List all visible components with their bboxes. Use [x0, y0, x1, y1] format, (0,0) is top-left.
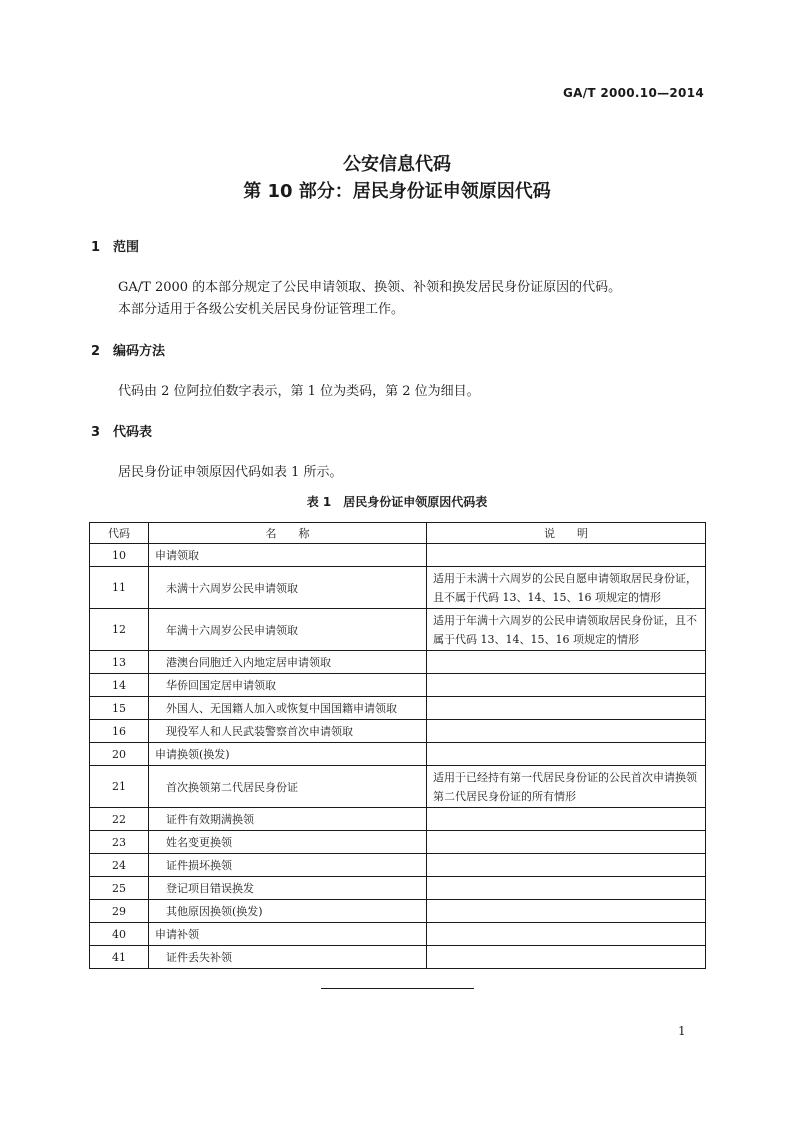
name-cell: 港澳台同胞迁入内地定居申请领取 — [149, 651, 427, 674]
name-cell: 其他原因换领(换发) — [149, 900, 427, 923]
section-heading-scope — [91, 236, 139, 255]
table-caption: 表 1 居民身份证申领原因代码表 — [306, 495, 488, 509]
description-cell: 适用于未满十六周岁的公民自愿申请领取居民身份证，且不属于代码 13、14、15、16 项规定的情形 — [427, 567, 706, 609]
description-cell — [427, 831, 706, 854]
name-cell: 证件有效期满换领 — [149, 808, 427, 831]
name-cell: 现役军人和人民武装警察首次申请领取 — [149, 720, 427, 743]
code-cell: 16 — [90, 720, 149, 743]
name-cell: 证件损坏换领 — [149, 854, 427, 877]
description-cell — [427, 946, 706, 969]
code-cell: 10 — [90, 544, 149, 567]
table-row — [90, 900, 706, 923]
reason-code-table — [89, 522, 706, 969]
code-cell: 29 — [90, 900, 149, 923]
table-header-row — [90, 523, 706, 544]
code-cell: 14 — [90, 674, 149, 697]
code-cell: 21 — [90, 766, 149, 808]
table-row — [90, 651, 706, 674]
name-cell: 申请换领(换发) — [149, 743, 427, 766]
description-cell — [427, 808, 706, 831]
table-row — [90, 877, 706, 900]
table-row — [90, 674, 706, 697]
code-cell: 41 — [90, 946, 149, 969]
description-cell — [427, 923, 706, 946]
document-title-part: 第 10 部分：居民身份证申领原因代码 — [243, 181, 551, 202]
column-header-description: 说 明 — [427, 523, 706, 544]
description-cell: 适用于年满十六周岁的公民申请领取居民身份证，且不属于代码 13、14、15、16 项规定的情形 — [427, 609, 706, 651]
table-row — [90, 854, 706, 877]
code-cell: 12 — [90, 609, 149, 651]
code-cell: 25 — [90, 877, 149, 900]
section-heading-encoding — [91, 340, 165, 359]
name-cell: 申请补领 — [149, 923, 427, 946]
table-row — [90, 609, 706, 651]
table-row — [90, 923, 706, 946]
name-cell: 外国人、无国籍人加入或恢复中国国籍申请领取 — [149, 697, 427, 720]
section-number: 3 — [91, 425, 101, 440]
column-header-name: 名 称 — [149, 523, 427, 544]
description-cell — [427, 877, 706, 900]
section-title: 代码表 — [113, 425, 153, 440]
code-cell: 40 — [90, 923, 149, 946]
section-number: 2 — [91, 344, 101, 359]
document-code: GA/T 2000.10—2014 — [562, 86, 704, 100]
end-of-text-rule — [321, 988, 474, 989]
document-title-main: 公安信息代码 — [343, 154, 451, 175]
description-cell — [427, 674, 706, 697]
name-cell: 首次换领第二代居民身份证 — [149, 766, 427, 808]
table-row — [90, 831, 706, 854]
name-cell: 年满十六周岁公民申请领取 — [149, 609, 427, 651]
code-cell: 13 — [90, 651, 149, 674]
section-title: 编码方法 — [113, 344, 166, 359]
name-cell: 申请领取 — [149, 544, 427, 567]
code-cell: 11 — [90, 567, 149, 609]
encoding-paragraph: 代码由 2 位阿拉伯数字表示，第 1 位为类码，第 2 位为细目。 — [118, 384, 480, 399]
code-cell: 24 — [90, 854, 149, 877]
name-cell: 证件丢失补领 — [149, 946, 427, 969]
code-cell: 23 — [90, 831, 149, 854]
table-row — [90, 743, 706, 766]
column-header-code: 代码 — [90, 523, 149, 544]
description-cell — [427, 544, 706, 567]
description-cell — [427, 651, 706, 674]
table-row — [90, 808, 706, 831]
code-cell: 15 — [90, 697, 149, 720]
description-cell — [427, 720, 706, 743]
table-row — [90, 567, 706, 609]
description-cell — [427, 743, 706, 766]
name-cell: 未满十六周岁公民申请领取 — [149, 567, 427, 609]
code-cell: 22 — [90, 808, 149, 831]
scope-paragraph-2: 本部分适用于各级公安机关居民身份证管理工作。 — [118, 302, 405, 317]
description-cell — [427, 697, 706, 720]
scope-paragraph-1: GA/T 2000 的本部分规定了公民申请领取、换领、补领和换发居民身份证原因的代码。 — [118, 280, 622, 295]
description-cell: 适用于已经持有第一代居民身份证的公民首次申请换领第二代居民身份证的所有情形 — [427, 766, 706, 808]
table-row — [90, 946, 706, 969]
table-row — [90, 720, 706, 743]
name-cell: 登记项目错误换发 — [149, 877, 427, 900]
page-number: 1 — [678, 1024, 686, 1038]
code-table-paragraph: 居民身份证申领原因代码如表 1 所示。 — [118, 465, 343, 480]
table-row — [90, 766, 706, 808]
name-cell: 华侨回国定居申请领取 — [149, 674, 427, 697]
table-row — [90, 697, 706, 720]
section-heading-code-table — [91, 421, 152, 440]
description-cell — [427, 854, 706, 877]
description-cell — [427, 900, 706, 923]
section-number: 1 — [91, 240, 101, 255]
code-cell: 20 — [90, 743, 149, 766]
table-row — [90, 544, 706, 567]
name-cell: 姓名变更换领 — [149, 831, 427, 854]
section-title: 范围 — [113, 240, 140, 255]
